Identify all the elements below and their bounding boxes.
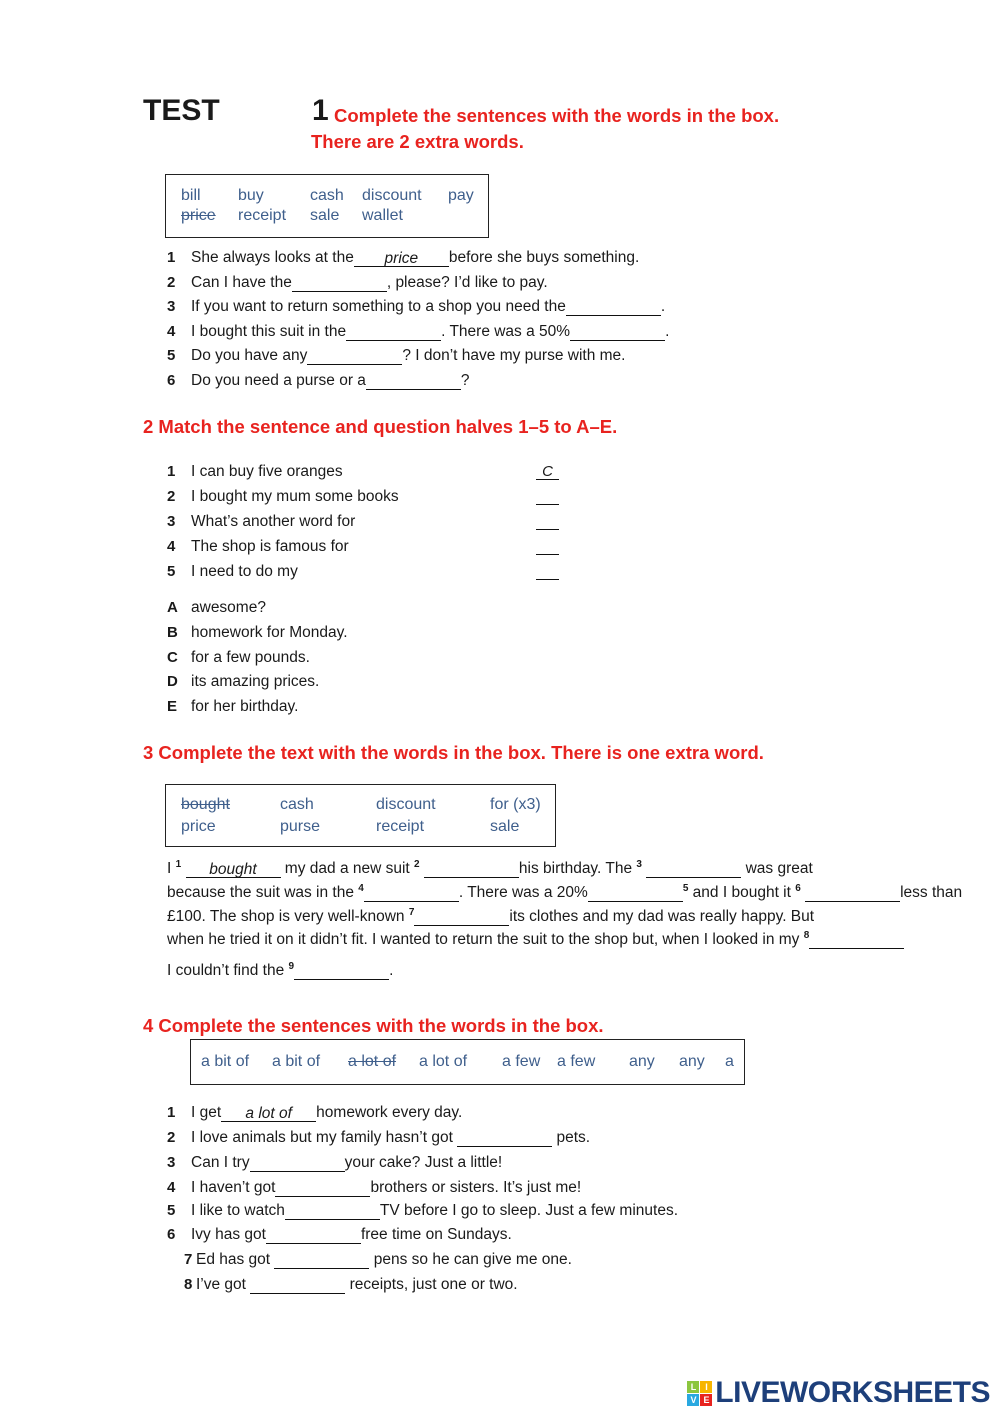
sentence-text: homework every day. [316, 1104, 463, 1121]
section-1-number: 1 [312, 94, 329, 127]
sentence [191, 372, 470, 390]
answer-blank[interactable] [275, 1180, 370, 1197]
answer-blank[interactable] [366, 373, 461, 390]
option-text: homework for Monday. [191, 623, 348, 641]
box-word: a bit of [201, 1053, 250, 1070]
box-word: cash [280, 796, 314, 813]
item-number: 5 [167, 347, 176, 364]
word-box-4 [190, 1039, 745, 1085]
word-box-3 [165, 784, 556, 847]
section-3-heading: 3 Complete the text with the words in the box. There is one extra word. [143, 742, 764, 763]
item-number: 3 [167, 513, 176, 530]
answer-blank[interactable]: bought [186, 861, 281, 878]
text-line [167, 958, 393, 980]
sentence-text: its clothes and my dad was really happy. But [509, 908, 815, 926]
sentence-text: I bought this suit in the [191, 323, 347, 340]
sentence [191, 1179, 581, 1197]
sentence-text: I couldn’t find the [167, 962, 289, 980]
box-word: a lot of [419, 1053, 468, 1070]
sentence-text: brothers or sisters. It’s just me! [370, 1179, 582, 1196]
item-number: 1 [167, 1104, 176, 1121]
sentence-half: The shop is famous for [191, 538, 349, 555]
answer-blank[interactable] [250, 1277, 345, 1294]
sentence-text: because the suit was in the [167, 884, 359, 902]
sentence-text: I love animals but my family hasn’t got [191, 1129, 458, 1146]
item-number: 3 [167, 298, 176, 315]
sentence-half: I need to do my [191, 563, 298, 580]
box-word: a bit of [272, 1053, 321, 1070]
gap-number: 8 [803, 930, 810, 941]
sentence-text: I’ve got [196, 1276, 251, 1293]
sentence-text: your cake? Just a little! [344, 1154, 503, 1171]
sentence-text: pets. [552, 1129, 591, 1146]
sentence-text: less than [900, 884, 963, 902]
answer-blank[interactable] [364, 885, 459, 902]
answer-blank[interactable] [457, 1130, 552, 1147]
match-answer-blank[interactable] [536, 488, 559, 505]
answer-blank[interactable]: a lot of [221, 1105, 316, 1122]
item-number: 2 [167, 274, 176, 291]
box-word: a few [502, 1053, 541, 1070]
box-word-used: a lot of [348, 1053, 397, 1070]
section-1-heading: Complete the sentences with the words in the box. [334, 105, 780, 126]
box-word: receipt [238, 207, 287, 224]
option-text: awesome? [191, 599, 266, 616]
answer-blank[interactable] [266, 1227, 361, 1244]
sentence [191, 298, 665, 316]
gap-number: 7 [408, 907, 415, 918]
box-word: a [725, 1053, 734, 1070]
sentence-text: when he tried it on it didn’t fit. I wanted to return the suit to the shop but, when I looked in my [167, 931, 804, 949]
box-word: any [629, 1053, 655, 1070]
box-word-used: bought [181, 796, 230, 813]
box-word-used: price [181, 207, 216, 224]
option-letter: D [167, 673, 178, 691]
sentence-text: ? [460, 372, 470, 389]
option-text: its amazing prices. [191, 673, 320, 691]
sentence [191, 1104, 462, 1122]
option-letter: E [167, 698, 178, 716]
sentence-text: I haven’t got [191, 1179, 276, 1196]
item-number: 7 [184, 1251, 193, 1268]
sentence [191, 1129, 590, 1147]
sentence-text: . [660, 298, 666, 315]
sentence-text: . [389, 962, 394, 980]
answer-blank[interactable] [805, 885, 900, 902]
box-word: purse [280, 818, 321, 835]
section-4-heading: 4 Complete the sentences with the words in the box. [143, 1015, 604, 1036]
option-letter: C [167, 648, 178, 666]
sentence-half: I bought my mum some books [191, 488, 399, 505]
item-number: 4 [167, 323, 176, 340]
item-number: 3 [167, 1154, 176, 1171]
item-number: 1 [167, 463, 176, 480]
text-line [167, 856, 813, 878]
sentence-text: Can I try [191, 1154, 250, 1171]
answer-blank[interactable] [250, 1155, 345, 1172]
box-word: price [181, 818, 216, 835]
item-number: 2 [167, 488, 176, 505]
sentence-text: free time on Sundays. [360, 1226, 512, 1243]
match-answer-blank[interactable] [536, 538, 559, 555]
text-line [167, 880, 962, 902]
word-box-1 [165, 174, 489, 238]
text-line [167, 904, 814, 926]
answer-blank[interactable] [294, 963, 389, 980]
sentence-text: . There was a 20% [458, 884, 588, 902]
option-letter: A [167, 599, 178, 616]
box-word: pay [448, 187, 474, 204]
sentence-text: his birthday. The [518, 860, 637, 878]
answer-blank[interactable] [285, 1203, 380, 1220]
item-number: 1 [167, 249, 176, 266]
sentence-text: TV before I go to sleep. Just a few minutes. [379, 1202, 679, 1219]
box-word: a few [557, 1053, 596, 1070]
logo-icon: L I V E [687, 1381, 712, 1406]
section-2-heading: 2 Match the sentence and question halves 1–5 to A–E. [143, 416, 618, 437]
sentence-text: I [167, 860, 176, 878]
answer-blank[interactable] [588, 885, 683, 902]
sentence-text: ? I don’t have my purse with me. [402, 347, 626, 364]
sentence-text: was great [741, 860, 813, 878]
sentence-text: and I bought it [688, 884, 796, 902]
test-title: TEST [143, 94, 220, 127]
box-word: receipt [376, 818, 425, 835]
sentence-text: If you want to return something to a shop you need the [191, 298, 566, 315]
sentence-text: pens so he can give me one. [369, 1251, 572, 1268]
sentence [191, 1226, 512, 1244]
item-number: 6 [167, 1226, 176, 1243]
sentence-text: Can I have the [191, 274, 292, 291]
sentence-text: , please? I’d like to pay. [386, 274, 548, 291]
gap-number: 5 [682, 883, 689, 894]
match-answer-blank[interactable]: C [536, 463, 559, 480]
gap-number: 2 [414, 859, 420, 870]
answer-blank[interactable] [292, 275, 387, 292]
sentence [191, 347, 625, 365]
sentence-text: receipts, just one or two. [345, 1276, 518, 1293]
sentence [191, 249, 639, 267]
section-1-subheading: There are 2 extra words. [311, 131, 524, 152]
sentence-text: £100. The shop is very well-known [167, 908, 409, 926]
sentence [191, 1202, 678, 1220]
liveworksheets-logo [687, 1376, 990, 1410]
sentence-text: She always looks at the [191, 249, 354, 266]
sentence-text: Do you need a purse or a [191, 372, 366, 389]
sentence-half: I can buy five oranges [191, 463, 343, 480]
item-number: 5 [167, 1202, 176, 1219]
sentence-text: my dad a new suit [280, 860, 415, 878]
answer-blank[interactable] [646, 861, 741, 878]
answer-blank[interactable] [424, 861, 519, 878]
answer-blank[interactable] [414, 909, 509, 926]
box-word: cash [310, 187, 344, 204]
sentence-text: I like to watch [191, 1202, 285, 1219]
sentence [191, 1154, 502, 1172]
sentence [196, 1276, 518, 1294]
sentence-text: Ed has got [196, 1251, 275, 1268]
item-number: 5 [167, 563, 176, 580]
item-number: 4 [167, 1179, 176, 1196]
answer-blank[interactable] [307, 348, 402, 365]
answer-blank[interactable] [274, 1252, 369, 1269]
logo-text: LIVEWORKSHEETS [715, 1376, 990, 1409]
sentence [196, 1251, 572, 1269]
box-word: discount [362, 187, 422, 204]
sentence [191, 274, 548, 292]
gap-number: 4 [358, 883, 364, 894]
gap-number: 1 [175, 859, 182, 870]
sentence-half: What’s another word for [191, 513, 356, 530]
item-number: 8 [184, 1276, 193, 1293]
box-word: discount [376, 796, 436, 813]
sentence-text: Do you have any [191, 347, 308, 364]
sentence [191, 323, 669, 341]
sentence-text: I get [191, 1104, 222, 1121]
box-word: sale [310, 207, 340, 224]
gap-number: 3 [636, 859, 642, 870]
item-number: 6 [167, 372, 176, 389]
option-letter: B [167, 623, 178, 641]
match-answer-blank[interactable] [536, 513, 559, 530]
gap-number: 9 [288, 961, 295, 972]
sentence-text: before she buys something. [448, 249, 640, 266]
box-word: bill [181, 187, 201, 204]
gap-number: 6 [795, 883, 801, 894]
sentence-text: . [665, 323, 670, 340]
answer-blank[interactable] [566, 299, 661, 316]
answer-blank[interactable] [570, 324, 665, 341]
item-number: 4 [167, 538, 176, 555]
sentence-text: Ivy has got [191, 1226, 266, 1243]
box-word: for (x3) [490, 796, 541, 813]
box-word: wallet [362, 207, 403, 224]
answer-blank[interactable] [809, 932, 904, 949]
sentence-text: . There was a 50% [441, 323, 571, 340]
text-line [167, 927, 904, 949]
option-text: for a few pounds. [191, 648, 310, 666]
item-number: 2 [167, 1129, 176, 1146]
box-word: buy [238, 187, 264, 204]
answer-blank[interactable]: price [354, 250, 449, 267]
match-answer-blank[interactable] [536, 563, 559, 580]
box-word: any [679, 1053, 705, 1070]
answer-blank[interactable] [346, 324, 441, 341]
box-word: sale [490, 818, 520, 835]
option-text: for her birthday. [191, 698, 299, 716]
